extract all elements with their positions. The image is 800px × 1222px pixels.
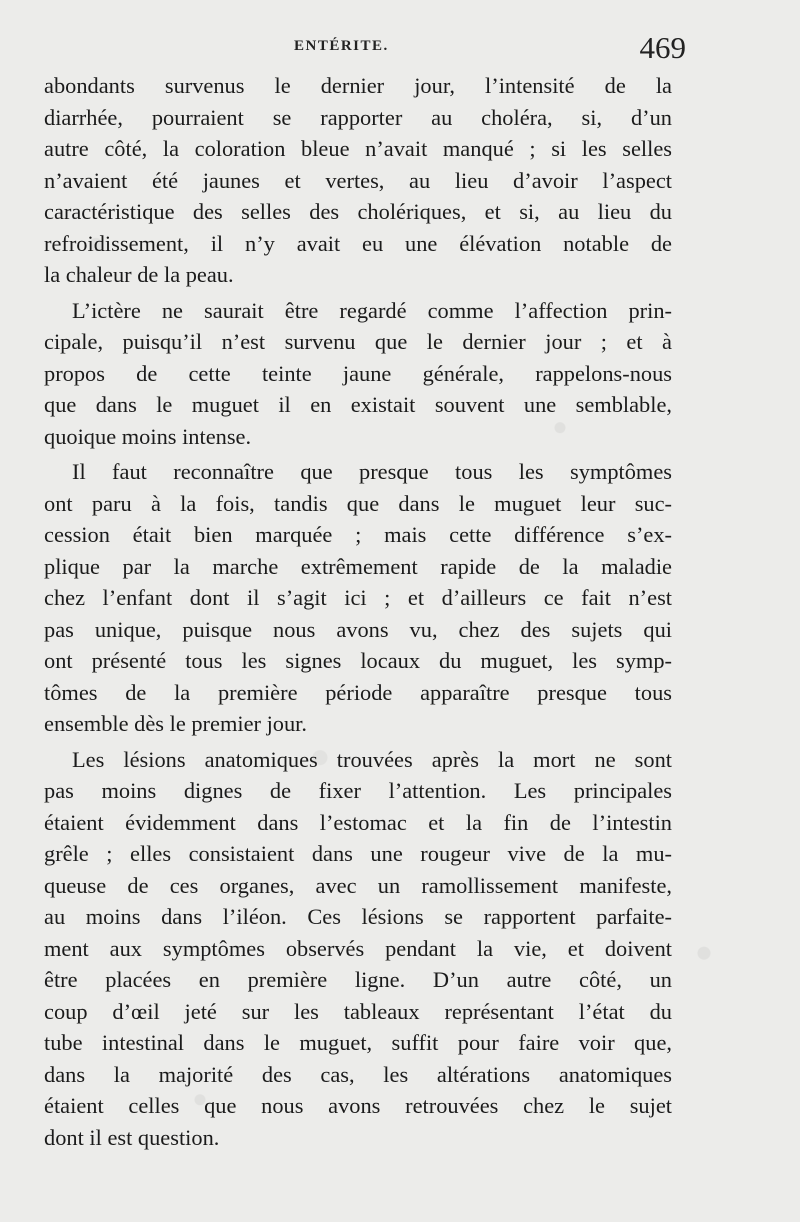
- text-line: refroidissement, il n’y avait eu une élévation notable de: [44, 230, 672, 256]
- text-line: pas moins dignes de fixer l’attention. Les principales: [44, 778, 672, 803]
- text-line: la chaleur de la peau.: [44, 262, 234, 287]
- text-line: plique par la marche extrêmement rapide de la maladie: [44, 553, 672, 579]
- text-line: coup d’œil jeté sur les tableaux représentant l’état du: [44, 998, 672, 1024]
- text-line: quoique moins intense.: [44, 423, 252, 449]
- text-line: chez l’enfant dont il s’agit ici ; et d’ailleurs ce fait n’est: [44, 585, 672, 610]
- text-line: étaient évidemment dans l’estomac et la fin de l’intestin: [44, 809, 672, 835]
- text-line: ensemble dès le premier jour.: [44, 711, 308, 736]
- text-line: dont il est question.: [44, 1124, 220, 1150]
- text-line: caractéristique des selles des cholériques, et si, au lieu du: [44, 199, 672, 224]
- text-line: tube intestinal dans le muguet, suffit pour faire voir que,: [44, 1030, 672, 1055]
- page-number: 469: [639, 30, 686, 65]
- paragraph-1: [44, 70, 672, 291]
- paragraph-3: [44, 456, 672, 740]
- text-line: dans la majorité des cas, les altérations anatomiques: [44, 1061, 672, 1087]
- text-line: n’avaient été jaunes et vertes, au lieu d’avoir l’aspect: [44, 167, 672, 193]
- body-text: [44, 70, 672, 1153]
- text-line: être placées en première ligne. D’un autre côté, un: [44, 967, 672, 992]
- text-line: propos de cette teinte jaune générale, rappelons-nous: [44, 360, 672, 386]
- page-header: [44, 30, 684, 70]
- text-line: queuse de ces organes, avec un ramollissement manifeste,: [44, 872, 672, 898]
- text-line: Les lésions anatomiques trouvées après la mort ne sont: [72, 746, 672, 772]
- text-line: L’ictère ne saurait être regardé comme l’affection prin-: [72, 297, 672, 323]
- text-line: grêle ; elles consistaient dans une rougeur vive de la mu-: [44, 841, 672, 866]
- text-line: tômes de la première période apparaître presque tous: [44, 679, 672, 705]
- text-line: étaient celles que nous avons retrouvées chez le sujet: [44, 1093, 672, 1118]
- text-line: diarrhée, pourraient se rapporter au choléra, si, d’un: [44, 104, 672, 130]
- text-line: Il faut reconnaître que presque tous les symptômes: [72, 459, 672, 484]
- text-line: que dans le muguet il en existait souvent une semblable,: [44, 392, 672, 417]
- text-line: ment aux symptômes observés pendant la vie, et doivent: [44, 935, 672, 961]
- text-line: au moins dans l’iléon. Ces lésions se rapportent parfaite-: [44, 904, 672, 929]
- text-line: autre côté, la coloration bleue n’avait manqué ; si les selles: [44, 136, 672, 161]
- paragraph-4: [44, 744, 672, 1154]
- text-line: cession était bien marquée ; mais cette différence s’ex-: [44, 522, 672, 547]
- text-line: ont présenté tous les signes locaux du muguet, les symp-: [44, 648, 672, 673]
- paragraph-2: [44, 295, 672, 453]
- running-title: ENTÉRITE.: [294, 38, 389, 54]
- text-line: pas unique, puisque nous avons vu, chez des sujets qui: [44, 616, 672, 642]
- text-line: cipale, puisqu’il n’est survenu que le dernier jour ; et à: [44, 329, 672, 354]
- text-line: abondants survenus le dernier jour, l’intensité de la: [44, 73, 672, 98]
- text-line: ont paru à la fois, tandis que dans le muguet leur suc-: [44, 490, 672, 516]
